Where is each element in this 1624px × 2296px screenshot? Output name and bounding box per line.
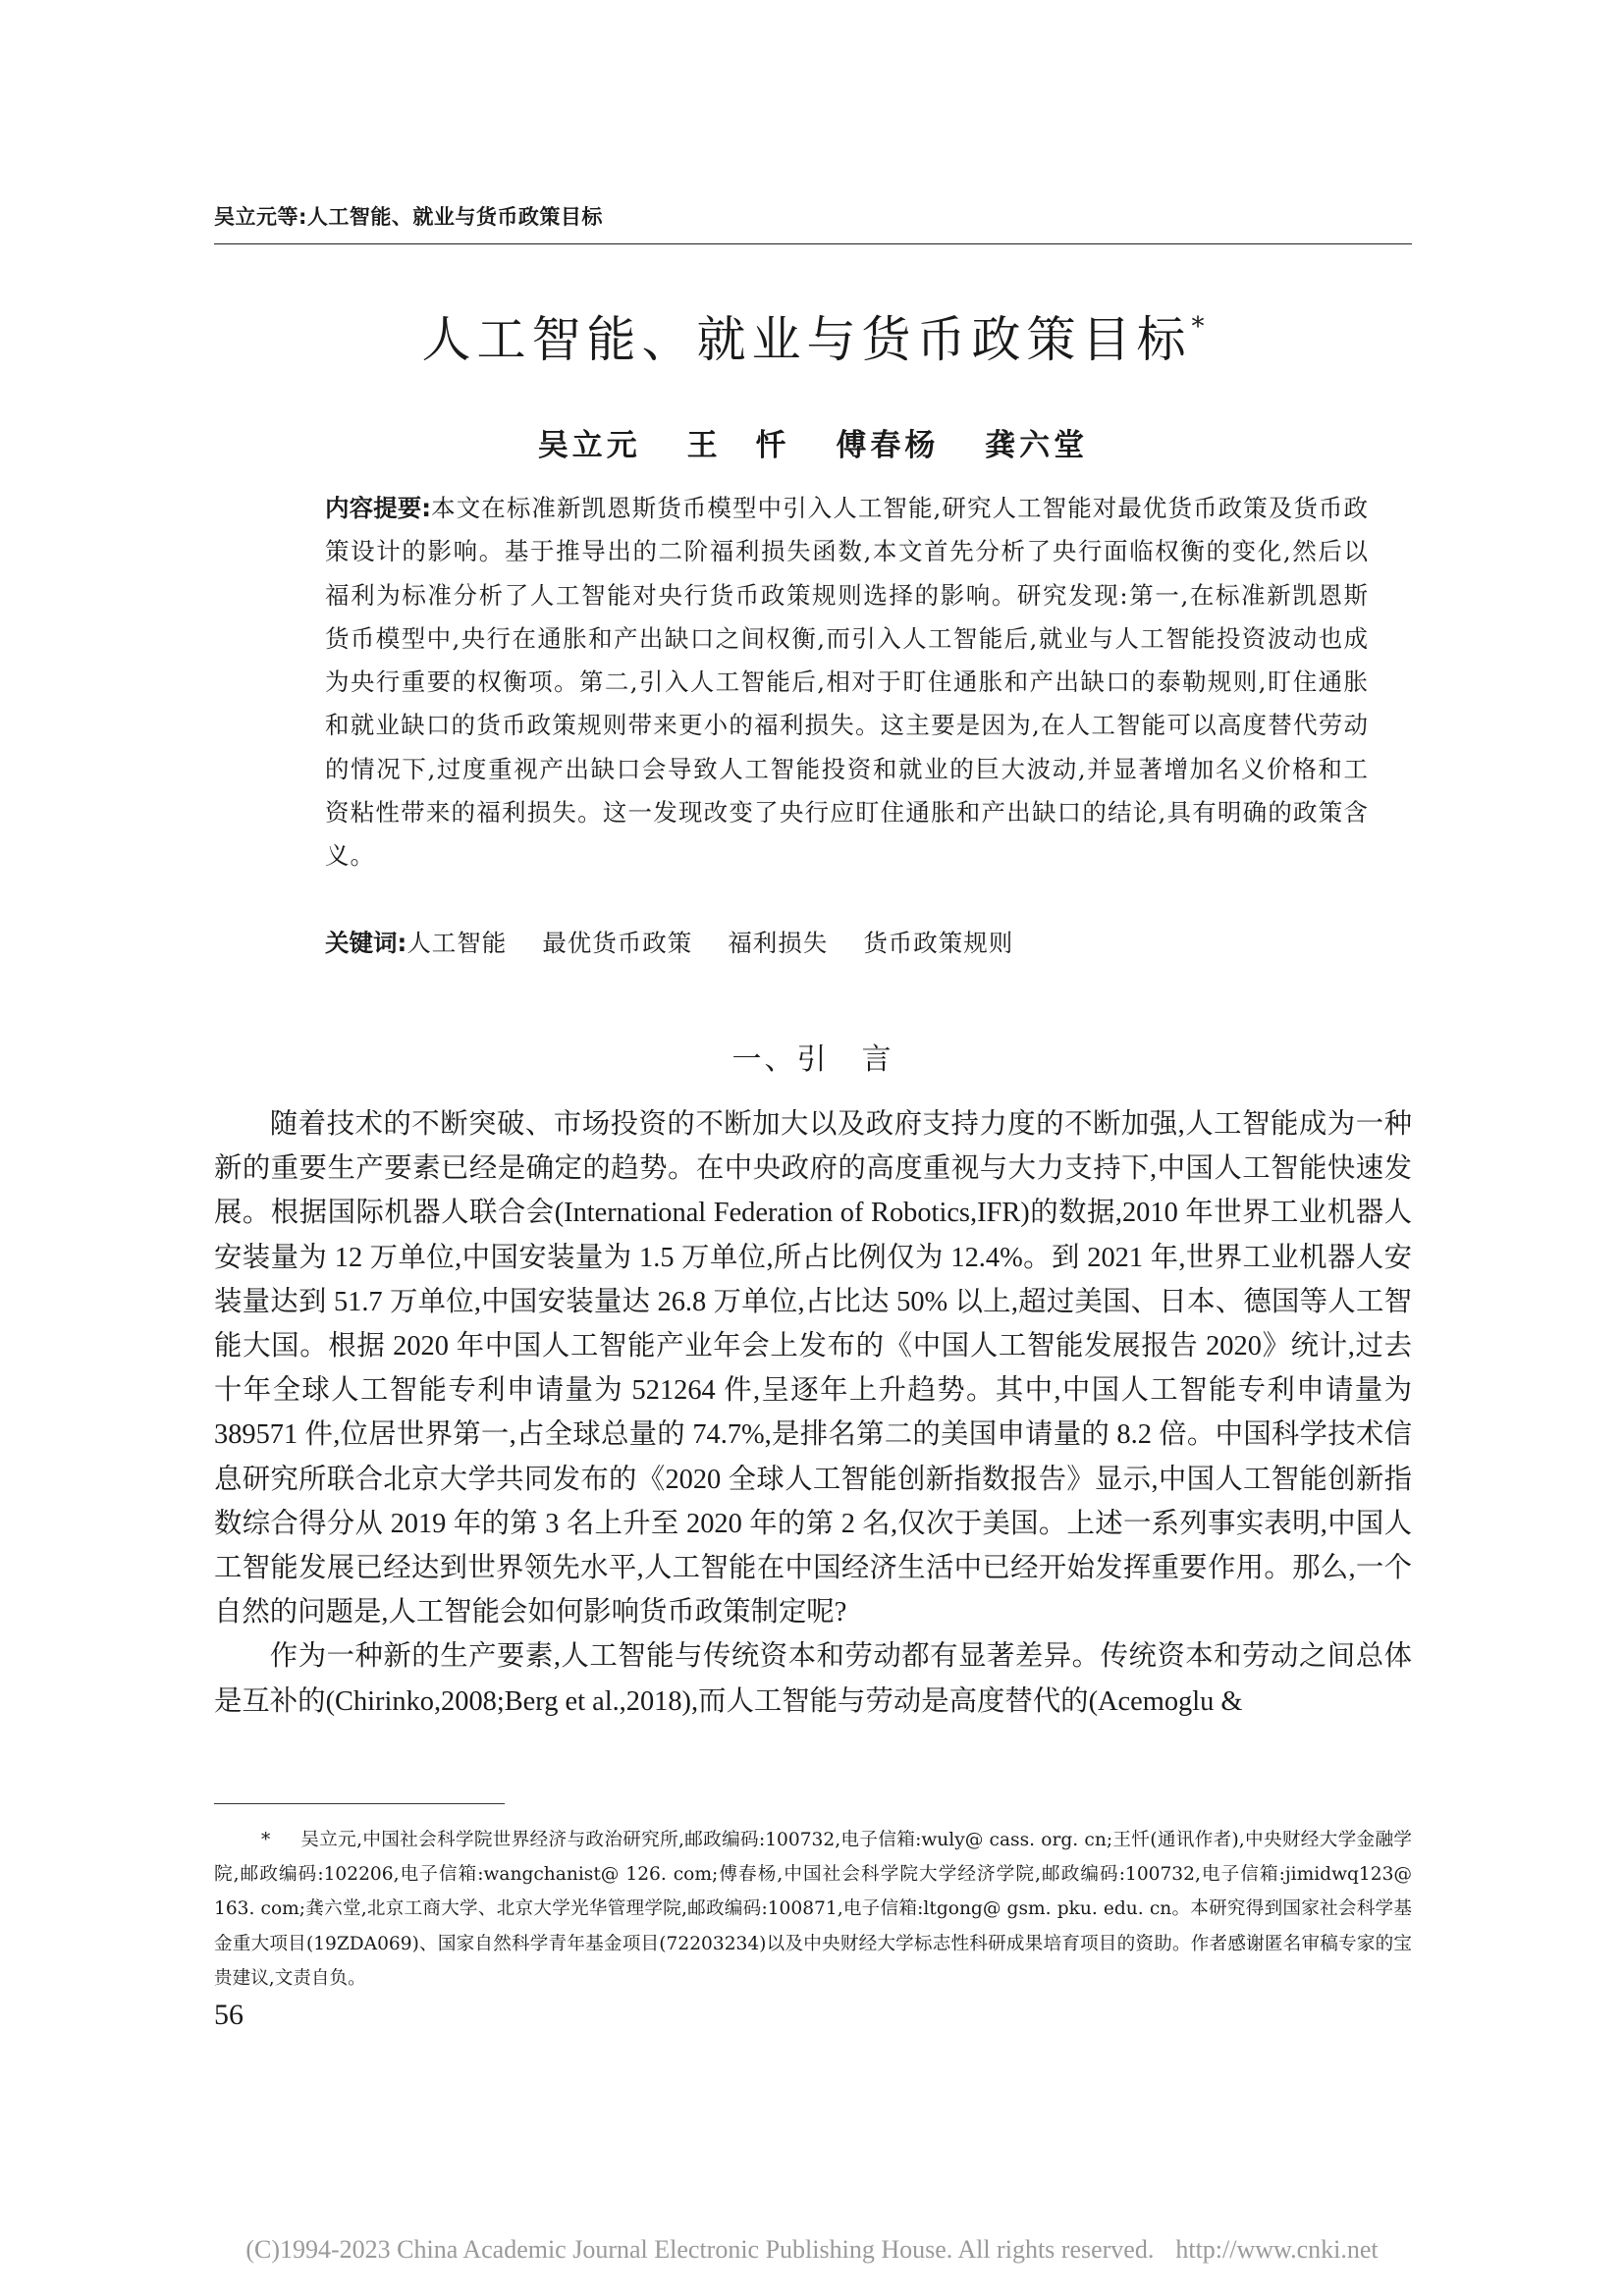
author-list bbox=[214, 420, 1412, 464]
abstract bbox=[325, 487, 1369, 879]
article-title bbox=[214, 300, 1412, 371]
copyright-text: (C)1994-2023 China Academic Journal Electronic Publishing House. All rights reserved. bbox=[245, 2235, 1155, 2264]
header-divider bbox=[214, 243, 1412, 244]
author-name: 吴立元 bbox=[537, 428, 641, 463]
body-paragraph: 作为一种新的生产要素,人工智能与传统资本和劳动都有显著差异。传统资本和劳动之间总体是互补的(Chirinko,2008;Berg et al.,2018),而人工智能与劳动是高度替代的(Acemoglu & bbox=[214, 1641, 1412, 1717]
section-heading: 一、引 言 bbox=[731, 1042, 894, 1077]
article-title-text: 人工智能、就业与货币政策目标 bbox=[421, 311, 1192, 368]
footnote-divider bbox=[214, 1803, 505, 1804]
keywords-label: 关键词: bbox=[325, 929, 407, 957]
keyword: 人工智能 bbox=[406, 929, 508, 957]
author-name: 王 忏 bbox=[686, 428, 790, 463]
running-head: 吴立元等:人工智能、就业与货币政策目标 bbox=[214, 205, 603, 229]
keyword: 货币政策规则 bbox=[863, 929, 1014, 957]
body-paragraph: 随着技术的不断突破、市场投资的不断加大以及政府支持力度的不断加强,人工智能成为一种新的重要生产要素已经是确定的趋势。在中央政府的高度重视与大力支持下,中国人工智能快速发展。根据国际机器人联合会(International Federation of Robotics,IFR)的数据,2010 年世界工业机器人安装量为 12 万单位,中国安装量为 1.5 万单位,所占比例仅为 12.4%。到 2021 年,世界工业机器人安装量达到 51.7 万单位,中国安装量达 26.8 万单位,占比达 50% 以上,超过美国、日本、德国等人工智能大国。根据 2020 年中国人工智能产业年会上发布的《中国人工智能发展报告 2020》统计,过去十年全球人工智能专利申请量为 521264 件,呈逐年上升趋势。其中,中国人工智能专利申请量为 389571 件,位居世界第一,占全球总量的 74.7%,是排名第二的美国申请量的 8.2 倍。中国科学技术信息研究所联合北京大学共同发布的《2020 全球人工智能创新指数报告》显示,中国人工智能创新指数综合得分从 2019 年的第 3 名上升至 2020 年的第 2 名,仅次于美国。上述一系列事实表明,中国人工智能发展已经达到世界领先水平,人工智能在中国经济生活中已经开始发挥重要作用。那么,一个自然的问题是,人工智能会如何影响货币政策制定呢? bbox=[214, 1109, 1412, 1629]
author-name: 傅春杨 bbox=[836, 428, 940, 463]
keywords bbox=[325, 922, 1369, 965]
page-number: 56 bbox=[214, 1999, 244, 2031]
footnote-marker: * bbox=[261, 1830, 271, 1850]
title-footnote-marker: * bbox=[1191, 312, 1205, 342]
author-name: 龚六堂 bbox=[985, 428, 1089, 463]
body-text bbox=[214, 1102, 1412, 1724]
footnote bbox=[214, 1823, 1412, 1996]
keyword: 福利损失 bbox=[728, 929, 829, 957]
footnote-text: 吴立元,中国社会科学院世界经济与政治研究所,邮政编码:100732,电子信箱:wuly@ cass. org. cn;王忏(通讯作者),中央财经大学金融学院,邮政编码:102206,电子信箱:wangchanist@ 126. com;傅春杨,中国社会科学院大学经济学院,邮政编码:100732,电子信箱:jimidwq123@ 163. com;龚六堂,北京工商大学、北京大学光华管理学院,邮政编码:100871,电子信箱:ltgong@ gsm. pku. edu. cn。本研究得到国家社会科学基金重大项目(19ZDA069)、国家自然科学青年基金项目(72203234)以及中央财经大学标志性科研成果培育项目的资助。作者感谢匿名审稿专家的宝贵建议,文责自负。 bbox=[214, 1830, 1413, 1989]
abstract-text: 本文在标准新凯恩斯货币模型中引入人工智能,研究人工智能对最优货币政策及货币政策设计的影响。基于推导出的二阶福利损失函数,本文首先分析了央行面临权衡的变化,然后以福利为标准分析了人工智能对央行货币政策规则选择的影响。研究发现:第一,在标准新凯恩斯货币模型中,央行在通胀和产出缺口之间权衡,而引入人工智能后,就业与人工智能投资波动也成为央行重要的权衡项。第二,引入人工智能后,相对于盯住通胀和产出缺口的泰勒规则,盯住通胀和就业缺口的货币政策规则带来更小的福利损失。这主要是因为,在人工智能可以高度替代劳动的情况下,过度重视产出缺口会导致人工智能投资和就业的巨大波动,并显著增加名义价格和工资粘性带来的福利损失。这一发现改变了央行应盯住通胀和产出缺口的结论,具有明确的政策含义。 bbox=[325, 494, 1369, 871]
copyright-url: http://www.cnki.net bbox=[1175, 2235, 1379, 2264]
abstract-label: 内容提要: bbox=[325, 494, 432, 522]
copyright-line bbox=[0, 2235, 1624, 2265]
keyword: 最优货币政策 bbox=[542, 929, 693, 957]
